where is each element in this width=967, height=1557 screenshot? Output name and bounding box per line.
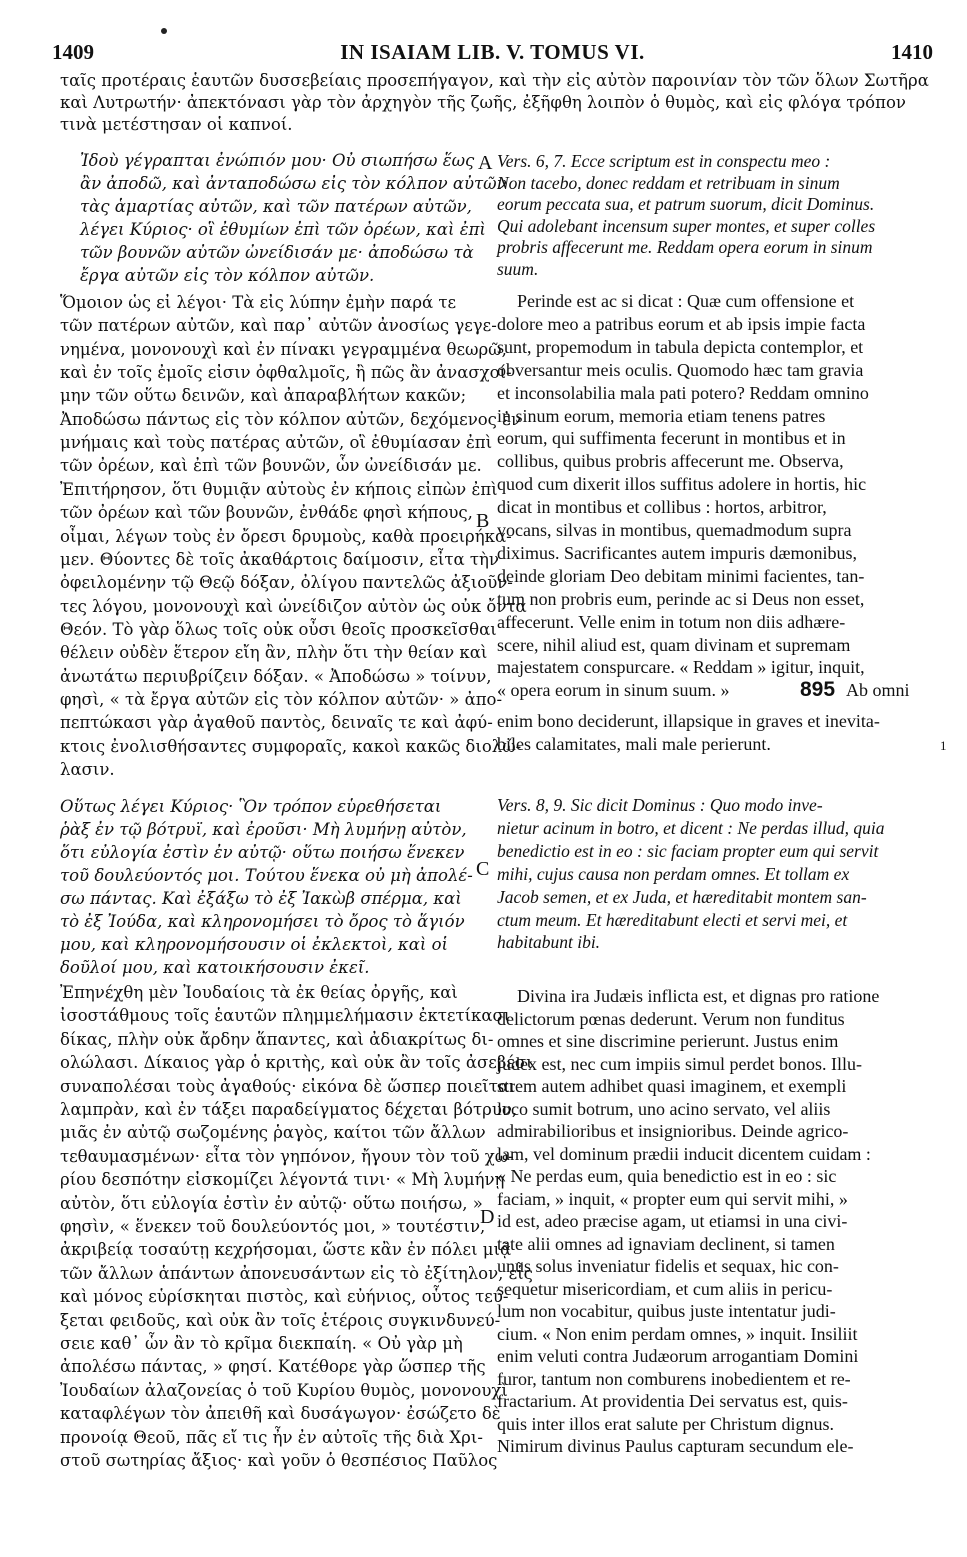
greek-line: φησὶν, « ἕνεκεν τοῦ δουλεύοντός μοι, » τουτέστιν,	[60, 1217, 486, 1236]
latin-line: faciam, » inquit, « propter eum qui servit mihi, »	[497, 1188, 848, 1209]
greek-line: δοῦλοί μου, καὶ κατοικήσουσιν ἐκεῖ.	[60, 958, 370, 977]
greek-line: καὶ ἐν τοῖς ἐμοῖς εἰσιν ὀφθαλμοῖς, ἢ πῶς ἂν ἀνασχοί-	[60, 363, 512, 383]
inline-continuation: Ab omni	[846, 680, 910, 701]
latin-line: scere, nihil aliud est, quam divinam et supremam	[497, 634, 851, 655]
latin-line: suum.	[497, 258, 539, 279]
greek-line: κτοις ἐνολισθήσαντες συμφοραῖς, κακοὶ κακῶς διολώ-	[60, 736, 522, 756]
greek-line: ξεται φειδοῦς, καὶ οὐκ ἂν τοῖς ἑτέροις συγκινδυνεύ-	[60, 1310, 501, 1330]
latin-line: cium. « Non enim perdam omnes, » inquit. Insiliit	[497, 1323, 858, 1344]
greek-line: Ἐπιτήρησον, ὅτι θυμιᾷν αὐτοὺς ἐν κήποις εἰπὼν ἐπὶ	[60, 479, 498, 499]
latin-line: ctum meum. Et hæreditabunt electi et servi mei, et	[497, 909, 848, 930]
greek-line: λασιν.	[60, 760, 115, 779]
latin-line: mihi, cujus causa non perdam omnes. Et tollam ex	[497, 863, 850, 884]
greek-line: τεθαυμασμένων· εἶτα τὸν γηπόνον, ἤγουν τὸν τοῦ χω-	[60, 1146, 514, 1166]
running-title: IN ISAIAM LIB. V. TOMUS VI.	[340, 40, 645, 64]
greek-line: λέγει Κύριος· οἳ ἐθυμίων ἐπὶ τῶν ὀρέων, καὶ ἐπὶ	[80, 220, 486, 239]
latin-line: eorum, qui suffimenta fecerunt in montibus et in	[497, 428, 846, 449]
greek-line: τῶν ὀρέων καὶ τῶν βουνῶν, ἐνθάδε φησὶ κήπους,	[60, 503, 473, 523]
greek-line: λαμπρὰν, καὶ ἐν τάξει παραδείγματος δέχεται βότρυν,	[60, 1100, 518, 1119]
latin-line: majestatem conspurcare. « Reddam » igitur, inquit,	[497, 657, 865, 678]
latin-line: quis inter illos erat salute per Christum dignus.	[497, 1413, 834, 1434]
greek-line: αὐτὸν, ὅτι εὐλογία ἐστὶν ἐν αὐτῷ· οὕτω ποιήσω, »	[60, 1193, 483, 1213]
greek-line: Ἰουδαίων ἀλαζονείας ὁ τοῦ Κυρίου θυμὸς, μονονουχὶ	[60, 1380, 508, 1400]
latin-line: strem autem adhibet quasi imaginem, et exempli	[497, 1076, 847, 1096]
greek-line: Ἀποδώσω πάντως εἰς τὸν κόλπον αὐτῶν, δεχόμενος ἐν	[60, 409, 522, 429]
greek-line: ἀνωτάτω περιυβρίζειν δόξαν. « Ἀποδώσω » τοίνυν,	[60, 666, 492, 686]
latin-line: Nimirum divinus Paulus capturam secundum ele-	[497, 1436, 854, 1456]
greek-line: ὀφειλομένην τῷ Θεῷ δόξαν, ὀλίγου παντελῶς ἀξιοῦν-	[60, 573, 513, 593]
greek-line: Ἐπηνέχθη μὲν Ἰουδαίοις τὰ ἐκ θείας ὀργῆς, καὶ	[60, 983, 458, 1002]
latin-line: benedictio est in eo : sic faciam propter eum qui servit	[497, 840, 879, 861]
greek-line: ρίου δεσπότην εἰσκομίζει λέγοντά τινι· « Μὴ λυμήνῃ	[60, 1170, 505, 1190]
greek-line: τῶν βουνῶν αὐτῶν ὠνείδισάν με· ἀποδώσω τὰ	[80, 243, 474, 262]
greek-line: ἀκριβείᾳ τοσαύτῃ κεχρήσομαι, ὥστε κἂν ἐν πόλει μιᾷ	[60, 1240, 512, 1260]
greek-line: καὶ μόνος εὑρίσκηται πιστὸς, καὶ εὐήνιος, οὗτος τεύ-	[60, 1287, 509, 1307]
latin-line: omnes et sine discrimine perierunt. Justus enim	[497, 1031, 839, 1051]
greek-line: σειε καθ᾽ ὧν ἂν τὸ κρῖμα διεκπαίη. « Οὐ γὰρ μὴ	[60, 1334, 463, 1353]
footnote-mark: 1	[940, 738, 947, 753]
right-column-number: 1410	[891, 40, 933, 64]
greek-line: Ὅμοιον ὡς εἰ λέγοι· Τὰ εἰς λύπην ἐμὴν παρά τε	[60, 293, 457, 312]
latin-line: collibus, quibus probris affecerunt me. Observa,	[497, 451, 844, 472]
latin-line: lam, vel dominum prædii inducit dicentem cuidam :	[497, 1143, 871, 1164]
latin-line: Vers. 6, 7. Ecce scriptum est in conspectu meo :	[497, 151, 831, 171]
greek-line: τὸ ἐξ Ἰούδα, καὶ κληρονομήσει τὸ ὄρος τὸ ἅγιόν	[60, 912, 465, 931]
greek-line: καὶ Λυτρωτήν· ἀπεκτόνασι γὰρ τὸν ἀρχηγὸν τῆς ζωῆς, ἐξῆφθη λοιπὸν ὁ θυμὸς, καὶ εἰς φλόγα τρόπον	[60, 93, 906, 112]
latin-line: « opera eorum in sinum suum. »	[497, 680, 730, 701]
greek-line: θέλειν οὐδὲν ἕτερον εἴη ἂν, πλὴν ὅτι τὴν θείαν καὶ	[60, 643, 488, 663]
greek-line: οἶμαι, λέγων τοὺς ἐν ὄρεσι δρυμοὺς, καθὰ προειρήκα-	[60, 526, 512, 546]
latin-line: tate alii omnes ad ignaviam declinent, si tamen	[497, 1233, 835, 1254]
greek-line: ὅτι εὐλογία ἐστὶν ἐν αὐτῷ· οὕτω ποιήσω ἕνεκεν	[60, 843, 465, 862]
greek-line: τῶν ἄλλων ἁπάντων ἀπονευσάντων εἰς τὸ ἐξίτηλον, εἷς	[60, 1263, 533, 1283]
greek-line: ταῖς προτέραις ἑαυτῶν δυσσεβείαις προσεπήγαγον, καὶ τὴν εἰς αὐτὸν παροινίαν τὸν τῶν ὅλων Σωτῆρα	[60, 71, 929, 90]
greek-line: Θεόν. Τὸ γὰρ ὅλως τοῖς οὐκ οὖσι θεοῖς προσκεῖσθαι	[60, 619, 497, 639]
greek-line: μιᾶς ἐν αὐτῷ σωζομένης ῥαγὸς, καίτοι τῶν ἄλλων	[60, 1123, 486, 1143]
greek-line: Οὕτως λέγει Κύριος· Ὃν τρόπον εὑρεθήσεται	[60, 797, 442, 816]
latin-line: lum non vocabitur, quibus juste intentatur judi-	[497, 1301, 836, 1321]
greek-line: μου, καὶ κληρονομήσουσιν οἱ ἐκλεκτοὶ, καὶ οἱ	[60, 935, 449, 954]
greek-line: τοῦ δουλεύοντός μοι. Τούτου ἕνεκα οὐ μὴ ἀπολέ-	[60, 866, 473, 885]
greek-line: ἀπολέσω πάντας, » φησί. Κατέθορε γὰρ ὥσπερ τῆς	[60, 1357, 486, 1377]
latin-line: probris affecerunt me. Reddam opera eorum in sinum	[497, 237, 873, 257]
greek-line: τινὰ μετέστησαν οἱ καπνοί.	[60, 115, 293, 134]
greek-line: συναπολέσαι τοὺς ἀγαθούς· εἰκόνα δὲ ὥσπερ ποιεῖται	[60, 1076, 516, 1096]
left-column-number: 1409	[52, 40, 94, 64]
greek-line: νημένα, μονονουχὶ καὶ ἐν πίνακι γεγραμμένα θεωρῶ,	[60, 339, 507, 359]
latin-line: eorum peccata sua, et patrum suorum, dicit Dominus.	[497, 194, 875, 214]
latin-line: fractarium. At providentia Dei servatus est, quis-	[497, 1391, 848, 1411]
latin-line: sunt, propemodum in tabula depicta contemplor, et	[497, 336, 864, 357]
latin-line: deinde gloriam Deo debitam minimi facientes, tan-	[497, 565, 865, 586]
latin-line: id est, adeo præcise agam, ut etiamsi in una civi-	[497, 1211, 848, 1231]
latin-line: Divina ira Judæis inflicta est, et dignas pro ratione	[517, 986, 880, 1006]
latin-line: Vers. 8, 9. Sic dicit Dominus : Quo modo inve-	[497, 795, 823, 815]
margin-marker-c: C	[476, 858, 490, 880]
latin-line: enim bono deciderunt, illapsique in graves et inevita-	[497, 711, 880, 731]
greek-line: μνήμαις καὶ τοὺς πατέρας αὐτῶν, οἳ ἐθυμίασαν ἐπὶ	[60, 433, 493, 453]
latin-line: admirabilioribus et insignioribus. Deinde agrico-	[497, 1121, 849, 1141]
latin-line: obversantur meis oculis. Quomodo hæc tam gravia	[497, 359, 864, 380]
greek-line: σω πάντας. Καὶ ἐξάξω τὸ ἐξ Ἰακὼβ σπέρμα, καὶ	[60, 889, 462, 908]
margin-marker-b: B	[476, 510, 490, 532]
greek-line: ἂν ἀποδῶ, καὶ ἀνταποδώσω εἰς τὸν κόλπον αὐτῶν	[80, 174, 507, 193]
latin-line: Qui adolebant incensum super montes, et super colles	[497, 215, 876, 236]
greek-line: τὰς ἁμαρτίας αὐτῶν, καὶ τῶν πατέρων αὐτῶν,	[80, 197, 472, 216]
latin-line: dicat in montibus et collibus : hortos, arbitror,	[497, 497, 827, 518]
latin-line: nietur acinum in botro, et dicent : Ne perdas illud, quia	[497, 817, 885, 838]
latin-line: sequetur misericordiam, et cum aliis in pericu-	[497, 1278, 833, 1299]
greek-line: ολώλασι. Δίκαιος γὰρ ὁ κριτὴς, καὶ οὐκ ἂν τοῖς ἀσεβέσι	[60, 1053, 533, 1073]
latin-line: Non tacebo, donec reddam et retribuam in sinum	[497, 172, 840, 193]
inline-column-number: 895	[800, 678, 836, 702]
greek-line: φησὶ, « τὰ ἔργα αὐτῶν εἰς τὸν κόλπον αὐτῶν· » ἀπο-	[60, 689, 503, 709]
latin-line: unus solus inveniatur fidelis et sequax, hic con-	[497, 1256, 839, 1276]
greek-line: καταφλέγων τὸν ἀπειθῆ καὶ δυσάγωγον· ἐσώζετο δὲ	[60, 1404, 501, 1424]
greek-line: δίκας, πλὴν οὐκ ἄρδην ἅπαντες, καὶ ἀδιακρίτως δι-	[60, 1029, 494, 1049]
margin-marker-d: D	[480, 1206, 495, 1228]
latin-line: et inconsolabilia mala pati potero? Reddam omnino	[497, 382, 869, 403]
latin-line: tum non probris eum, perinde ac si Deus non esset,	[497, 588, 865, 609]
latin-line: Jacob semen, et ex Juda, et hæreditabit montem san-	[497, 886, 867, 907]
latin-line: diximus. Sacrificantes autem impuris dæmonibus,	[497, 542, 857, 563]
latin-line: delictorum pœnas dederunt. Verum non funditus	[497, 1008, 845, 1029]
greek-line: ῥὰξ ἐν τῷ βότρυϊ, καὶ ἐροῦσι· Μὴ λυμήνῃ αὐτὸν,	[60, 820, 467, 839]
latin-line: in sinum eorum, memoria etiam tenens patres	[497, 405, 826, 426]
latin-line: quod cum dixerit illos suffitus adolere in hortis, hic	[497, 474, 867, 495]
latin-line: vocans, silvas in montibus, quemadmodum supra	[497, 520, 852, 540]
greek-line: μεν. Θύοντες δὲ τοῖς ἀκαθάρτοις δαίμοσιν, εἶτα τὴν	[60, 549, 499, 569]
latin-line: « Ne perdas eum, quia benedictio est in eo : sic	[497, 1166, 837, 1186]
greek-line: τῶν πατέρων αὐτῶν, καὶ παρ᾽ αὐτῶν ἀνοσίως γεγε-	[60, 316, 497, 336]
latin-line: dolore meo a patribus eorum et ab ipsis impie facta	[497, 313, 866, 334]
greek-line: μην τῶν οὕτω δεινῶν, καὶ ἀπαραβλήτων κακῶν;	[60, 386, 467, 406]
greek-line: προνοίᾳ Θεοῦ, πᾶς εἴ τις ἦν ἐν αὐτοῖς τῆς διὰ Χρι-	[60, 1427, 483, 1447]
latin-line: biles calamitates, mali male perierunt.	[497, 733, 771, 754]
greek-line: τες λόγου, μονονουχὶ καὶ ὠνείδιζον αὐτὸν ὡς οὐκ ὄντα	[60, 596, 527, 616]
latin-line: judex est, nec cum impiis simul perdet bonos. Illu-	[497, 1053, 862, 1074]
margin-marker-a: A	[478, 152, 493, 174]
greek-line: τῶν ὀρέων, καὶ ἐπὶ τῶν βουνῶν, ὧν ὠνείδισάν με.	[60, 456, 482, 476]
latin-line: Perinde est ac si dicat : Quæ cum offensione et	[517, 291, 855, 311]
latin-line: habitabunt ibi.	[497, 932, 601, 953]
greek-line: ἰσοστάθμους τοῖς ἑαυτῶν πλημμελήμασιν ἐκτετίκασι	[60, 1006, 511, 1026]
greek-line: πεπτώκασι γὰρ ἀγαθοῦ παντὸς, δειναῖς τε καὶ ἀφύ-	[60, 713, 493, 733]
greek-line: Ἰδοὺ γέγραπται ἐνώπιόν μου· Οὐ σιωπήσω ἕως	[80, 151, 475, 170]
latin-line: enim veluti contra Judæorum arrogantiam Domini	[497, 1346, 859, 1366]
latin-line: furor, tantum non comburens inobedientem et re-	[497, 1368, 851, 1389]
latin-line: loco sumit botrum, uno acino servato, vel aliis	[497, 1098, 831, 1119]
greek-line: ἔργα αὐτῶν εἰς τὸν κόλπον αὐτῶν.	[80, 266, 375, 285]
latin-line: affecerunt. Velle enim in totum non diis adhære-	[497, 611, 846, 632]
greek-line: στοῦ σωτηρίας ἄξιος· καὶ γοῦν ὁ θεσπέσιος Παῦλος	[60, 1451, 498, 1470]
